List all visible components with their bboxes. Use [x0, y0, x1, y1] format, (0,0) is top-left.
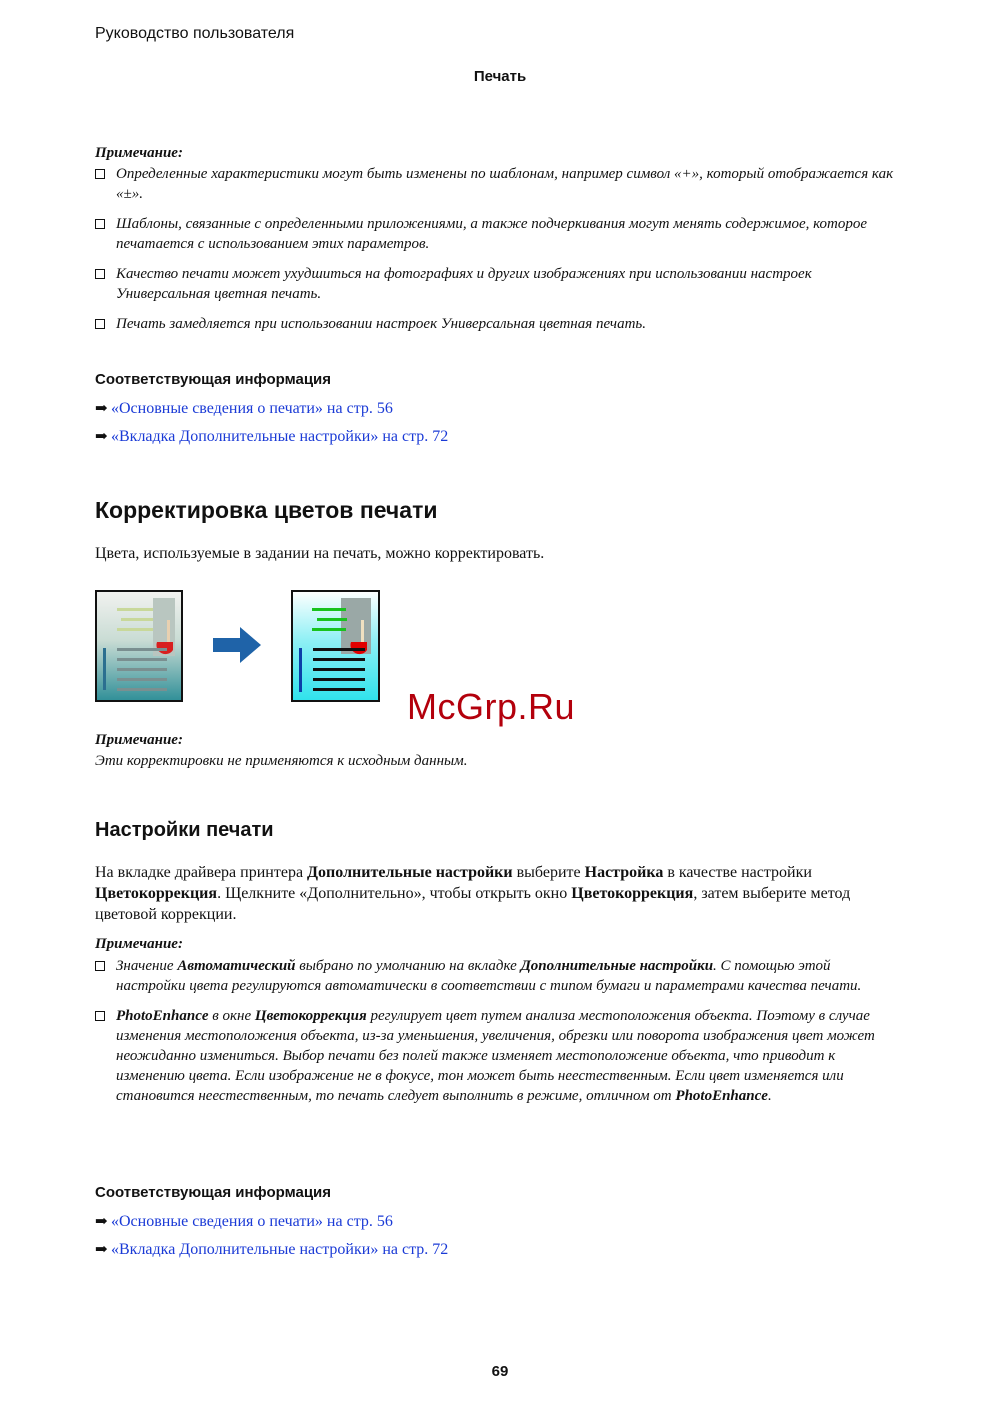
link-advanced-tab[interactable]: «Вкладка Дополнительные настройки» на стр. 72	[111, 428, 449, 445]
checkbox-bullet-icon	[95, 319, 105, 329]
watermark: McGrp.Ru	[407, 686, 576, 727]
related-info-heading: Соответствующая информация	[95, 1184, 332, 1201]
link-printing-basics[interactable]: «Основные сведения о печати» на стр. 56	[111, 400, 393, 417]
before-after-diagram	[95, 590, 385, 705]
list-item	[95, 264, 895, 304]
related-link-row	[95, 1212, 393, 1232]
list-item	[95, 214, 895, 254]
list-item	[95, 164, 895, 204]
checkbox-bullet-icon	[95, 961, 105, 971]
link-advanced-tab[interactable]: «Вкладка Дополнительные настройки» на стр. 72	[111, 1241, 449, 1258]
document-title: Руководство пользователя	[95, 25, 295, 42]
link-printing-basics[interactable]: «Основные сведения о печати» на стр. 56	[111, 1213, 393, 1230]
note-list	[95, 164, 895, 344]
related-link-row	[95, 427, 448, 447]
checkbox-bullet-icon	[95, 269, 105, 279]
checkbox-bullet-icon	[95, 219, 105, 229]
page-number: 69	[491, 1363, 509, 1380]
before-page	[96, 591, 182, 701]
list-item: Значение Автоматический выбрано по умолчанию на вкладке Дополнительные настройки. С помощью этой настройки цвета регулируются автоматически в соответствии с типом бумаги и параметрами качества печати.	[95, 956, 895, 996]
note-item-text: Шаблоны, связанные с определенными приложениями, а также подчеркивания могут менять содержимое, которое печатается с использованием этих параметров.	[116, 216, 868, 252]
related-link-row	[95, 1240, 448, 1260]
related-info-heading: Соответствующая информация	[95, 371, 332, 388]
subsection-title: Настройки печати	[95, 819, 274, 841]
color-correction-illustration	[95, 590, 385, 710]
list-item	[95, 314, 895, 334]
after-page	[292, 591, 379, 701]
note-item-text: Печать замедляется при использовании настроек Универсальная цветная печать.	[116, 316, 646, 332]
note-label: Примечание:	[95, 732, 183, 748]
arrow-right-icon: ➡	[95, 401, 108, 417]
checkbox-bullet-icon	[95, 169, 105, 179]
note-item-text: Определенные характеристики могут быть изменены по шаблонам, например символ «+», который отображается как «±».	[116, 166, 894, 202]
arrow-right-icon: ➡	[95, 1242, 108, 1258]
settings-paragraph: На вкладке драйвера принтера Дополнительные настройки выберите Настройка в качестве настройки Цветокоррекция. Щелкните «Дополнительно», чтобы открыть окно Цветокоррекция, затем выберите метод цветовой коррекции.	[95, 864, 851, 923]
related-link-row	[95, 399, 393, 419]
section-intro: Цвета, используемые в задании на печать, можно корректировать.	[95, 545, 545, 562]
checkbox-bullet-icon	[95, 1011, 105, 1021]
section-header: Печать	[473, 68, 527, 85]
note-item-text: Качество печати может ухудшиться на фотографиях и других изображениях при использовании настроек Универсальная цветная печать.	[116, 266, 812, 302]
note-text: Эти корректировки не применяются к исходным данным.	[95, 753, 468, 769]
note-label: Примечание:	[95, 936, 183, 952]
arrow-right-icon: ➡	[95, 1214, 108, 1230]
list-item: PhotoEnhance в окне Цветокоррекция регулирует цвет путем анализа местоположения объекта. Поэтому в случае изменения местоположения объекта, из-за уменьшения, увеличения, обрезки или поворота изображения цвет может неожиданно измениться. Выбор печати без полей также изменяет местоположение объекта, что приводит к изменению цвета. Если изображение не в фокусе, тон может быть неестественным. Если цвет изменяется или становится неестественным, то печать следует выполнить в режиме, отличном от PhotoEnhance.	[95, 1006, 895, 1106]
section-title: Корректировка цветов печати	[95, 497, 438, 523]
right-arrow-icon	[213, 627, 261, 663]
note-list	[95, 956, 895, 1116]
arrow-right-icon: ➡	[95, 429, 108, 445]
note-label: Примечание:	[95, 145, 183, 161]
